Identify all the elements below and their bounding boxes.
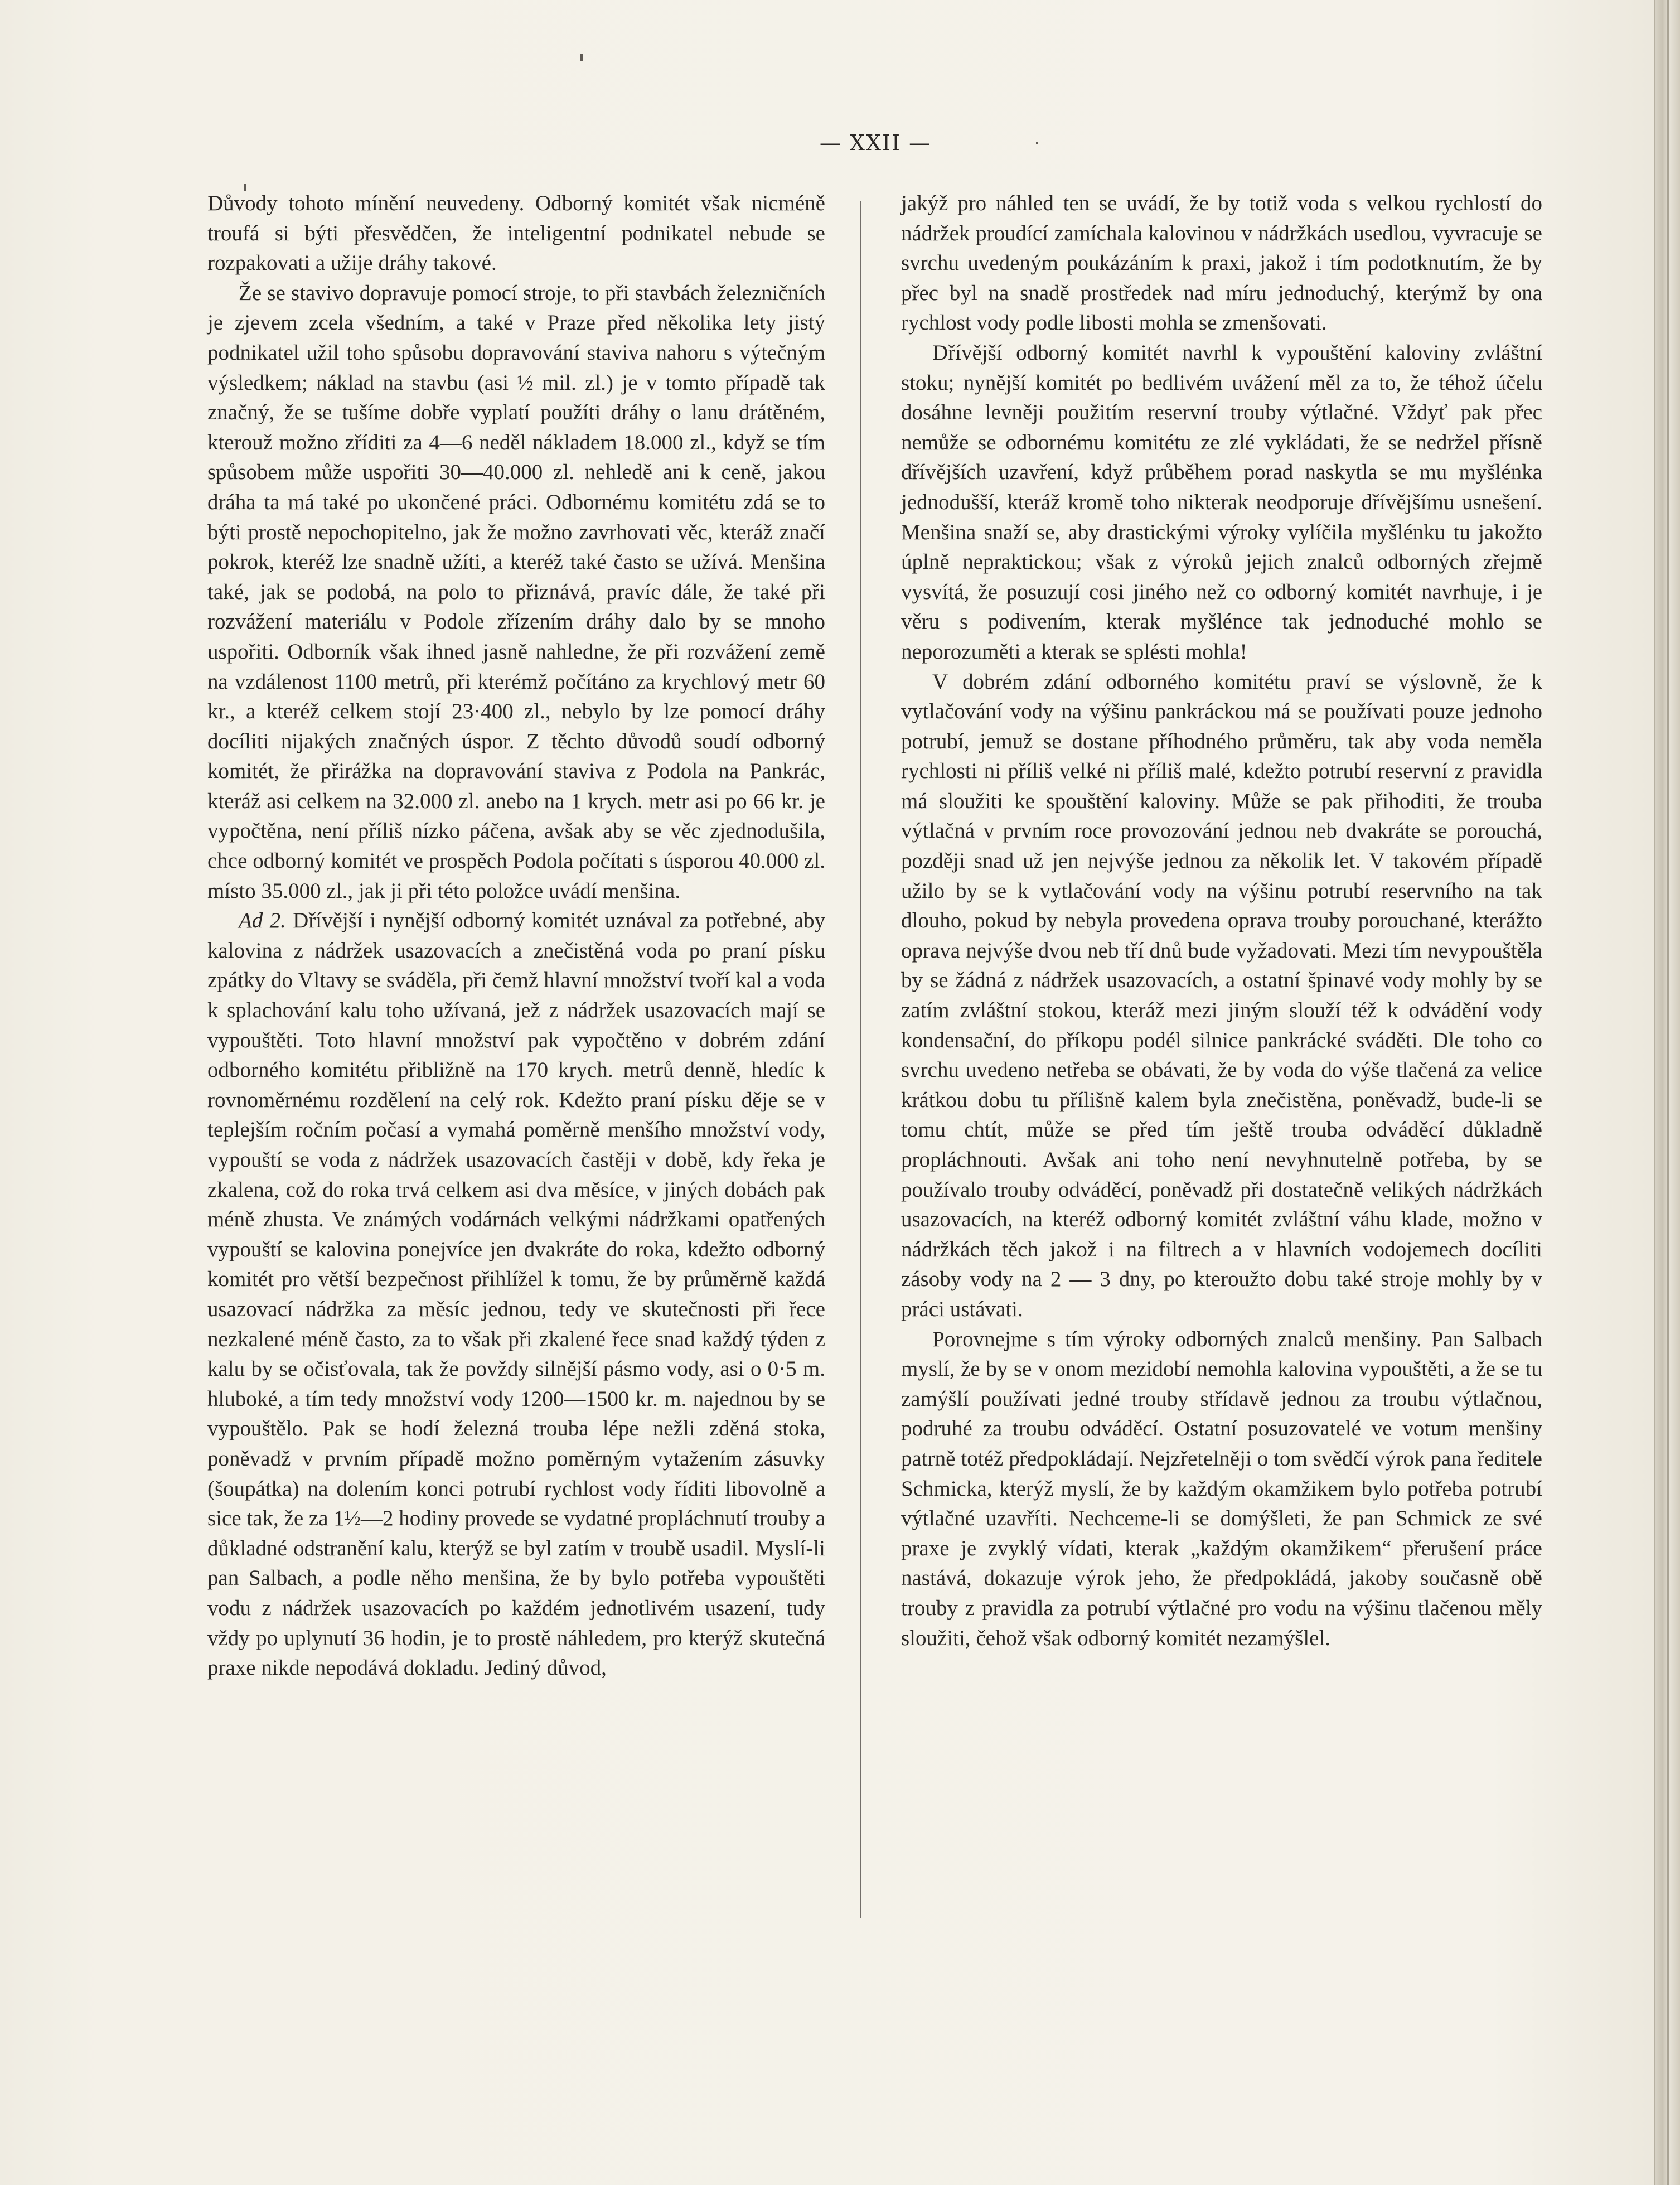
page-edge-line (1667, 0, 1669, 2185)
column-divider (860, 201, 861, 1918)
paragraph (207, 906, 825, 1683)
ink-speck (580, 54, 583, 61)
paragraph: Že se stavivo dopravuje pomocí stroje, to při stavbách železničních je zjevem zcela všedním, a také v Praze před několika lety jistý podnikatel užil toho spůsobu dopravování staviva nahoru s výtečným výsledkem; náklad na stavbu (asi ½ mil. zl.) je v tomto případě tak značný, že se tušíme dobře vyplatí použíti dráhy o lanu drátěném, kterouž možno zříditi za 4—6 neděl nákladem 18.000 zl., když se tím spůsobem může uspořiti 30—40.000 zl. nehledě ani k ceně, jakou dráha ta má také po ukončené práci. Odbornému komitétu zdá se to býti prostě nepochopitelno, jak že možno zavrhovati věc, kteráž značí pokrok, kteréž lze snadně užíti, a kteréž také často se užívá. Menšina také, jak se podobá, na polo to přiznává, pravíc dále, že také při rozvážení materiálu v Podole zřízením dráhy dalo by se mnoho uspořiti. Odborník však ihned jasně nahledne, že při rozvážení země na vzdálenost 1100 metrů, při kterémž počítáno za krychlový metr 60 kr., a kteréž celkem stojí 23·400 zl., nebylo by lze pomocí dráhy docíliti nijakých značných úspor. Z těchto důvodů soudí odborný komitét, že přirážka na dopravování staviva z Podola na Pankrác, kteráž asi celkem na 32.000 zl. anebo na 1 krych. metr asi po 66 kr. je vypočtěna, není příliš nízko páčena, avšak aby se věc zjednodušila, chce odborný komitét ve prospěch Podola počítati s úsporou 40.000 zl. místo 35.000 zl., jak ji při této položce uvádí menšina. (207, 281, 825, 903)
paragraph: Porovnejme s tím výroky odborných znalců menšiny. Pan Salbach myslí, že by se v onom mezidobí nemohla kalovina vypouštěti, a že se tu zamýšlí používati jedné trouby střídavě jednou za troubu výtlačnou, podruhé za troubu odváděcí. Ostatní posuzovatelé ve votum menšiny patrně totéž předpokládají. Nejzřetelněji o tom svědčí výrok pana ředitele Schmicka, kterýž myslí, že by každým okamžikem bylo potřeba potrubí výtlačné uzavříti. Nechceme-li se domýšleti, že pan Schmick ze své praxe je zvyklý vídati, kterak „každým okamžikem“ přerušení práce nastává, dokazuje výrok jeho, že předpokládá, jakoby současně obě trouby z pravidla za potrubí výtlačné pro vodu na výšinu tlačenou měly sloužiti, čehož však odborný komitét nezamýšlel. (901, 1327, 1542, 1650)
paragraph: jakýž pro náhled ten se uvádí, že by totiž voda s velkou rychlostí do nádržek proudící zamíchala kalovinou v nádržkách usedlou, vyvracuje se svrchu uvedeným poukázáním k praxi, jakož i tím podotknutím, že by přec byl na snadě prostředek nad míru jednoduchý, kterýmž by ona rychlost vody podle libosti mohla se zmenšovati. (901, 191, 1542, 335)
right-text-column (901, 188, 1542, 1653)
page-number-header: — XXII — (819, 130, 932, 155)
paragraph-text: Dřívější i nynější odborný komitét uznával za potřebné, aby kalovina z nádržek usazovacích a znečistěná voda po praní písku zpátky do Vltavy se sváděla, při čemž hlavní množství tvoří kal a voda k splachování kalu toho užívaná, jež z nádržek usazovacích mají se vypouštěti. Toto hlavní množství pak vypočtěno v dobrém zdání odborného komitétu přibližně na 170 krych. metrů denně, hledíc k rovnoměrnému rozdělení na celý rok. Kdežto praní písku děje se v teplejším ročním počasí a vymahá poměrně menšího množství vody, vypouští se voda z nádržek usazovacích častěji v době, kdy řeka je zkalena, což do roka trvá celkem asi dva měsíce, v jiných dobách pak méně zhusta. Ve známých vodárnách velkými nádržkami opatřených vypouští se kalovina ponejvíce jen dvakráte do roka, kdežto odborný komitét pro větší bezpečnost přihlížel k tomu, že by průměrně každá usazovací nádržka za měsíc jednou, tedy ve skutečnosti při řece nezkalené méně často, za to však při zkalené řece snad každý týden z kalu by se očisťovala, tak že povždy silnější pásmo vody, asi o 0·5 m. hluboké, a tím tedy množství vody 1200—1500 kr. m. najednou by se vypouštělo. Pak se hodí železná trouba lépe nežli zděná stoka, poněvadž v prvním případě možno poměrným vytažením zásuvky (šoupátka) na dolením konci potrubí rychlost vody říditi libovolně a sice tak, že za 1½—2 hodiny provede se vydatné propláchnutí trouby a důkladné odstranění kalu, kterýž se byl zatím v troubě usadil. Myslí-li pan Salbach, a podle něho menšina, že by bylo potřeba vypouštěti vodu z nádržek usazovacích po každém jednotlivém usazení, tudy vždy po uplynutí 36 hodin, je to prostě náhledem, pro kterýž skutečná praxe nikde nepodává dokladu. Jediný důvod, (207, 908, 826, 1680)
ink-speck (1036, 142, 1038, 144)
paragraph: Dřívější odborný komitét navrhl k vypouštění kaloviny zvláštní stoku; nynější komitét po bedlivém uvážení měl za to, že téhož účelu dosáhne levněji použitím reservní trouby výtlačné. Vždyť pak přec nemůže se odbornému komitétu ze zlé vykládati, že se nedržel přísně dřívějších uzavření, když průběhem porad naskytla se mu myšlénka jednodušší, kteráž kromě toho nikterak neodporuje dřívějšímu usnešení. Menšina snaží se, aby drastickými výroky vylíčila myšlénku tu jakožto úplně nepraktickou; však z výroků jejich znalců odborných zřejmě vysvítá, že posuzují cosi jiného než co odborný komitét navrhuje, i je věru s podivením, kterak myšlénce tak jednoduché mohlo se neporozuměti a kterak se splésti mohla! (901, 340, 1542, 664)
paragraph: V dobrém zdání odborného komitétu praví se výslovně, že k vytlačování vody na výšinu pankráckou má se používati pouze jednoho potrubí, jemuž se dostane příhodného průměru, tak aby voda neměla rychlosti ni příliš velké ni příliš malé, kdežto potrubí reservní z pravidla má sloužiti ke spouštění kaloviny. Může se pak přihoditi, že trouba výtlačná v prvním roce provozování jednou neb dvakráte se porouchá, později snad už jen nejvýše jednou za několik let. V takovém případě užilo by se k vytlačování vody na výšinu potrubí reservního na tak dlouho, pokud by nebyla provedena oprava trouby porouchané, kterážto oprava nejvýše dvou neb tří dnů bude vyžadovati. Mezi tím nevypouštěla by se žádná z nádržek usazovacích, a ostatní špinavé vody mohly by se zatím zvláštní stokou, kteráž mezi jiným slouží též k odvádění vody kondensační, do příkopu podél silnice pankrácké sváděti. Dle toho co svrchu uvedeno netřeba se obávati, že by voda do výše tlačená za velice krátkou dobu tu přílišně kalem byla znečistěna, poněvadž, bude-li se tomu chtít, může se před tím ještě trouba odváděcí důkladně propláchnouti. Avšak ani toho není nevyhnutelně potřeba, by se používalo trouby odváděcí, poněvadž při dostatečně velikých nádržkách usazovacích, na kteréž odborný komitét zvláštní váhu klade, možno v nádržkách těch jakož i na filtrech a v hlavních vodojemech docíliti zásoby vody na 2 — 3 dny, po kteroužto dobu také stroje mohly by v práci ustávati. (901, 669, 1542, 1321)
left-text-column (207, 188, 825, 1683)
paragraph: Důvody tohoto mínění neuvedeny. Odborný komitét však nicméně troufá si býti přesvědčen, že inteligentní podnikatel nebude se rozpakovati a užije dráhy takové. (207, 191, 825, 275)
section-label: Ad 2. (239, 908, 286, 933)
